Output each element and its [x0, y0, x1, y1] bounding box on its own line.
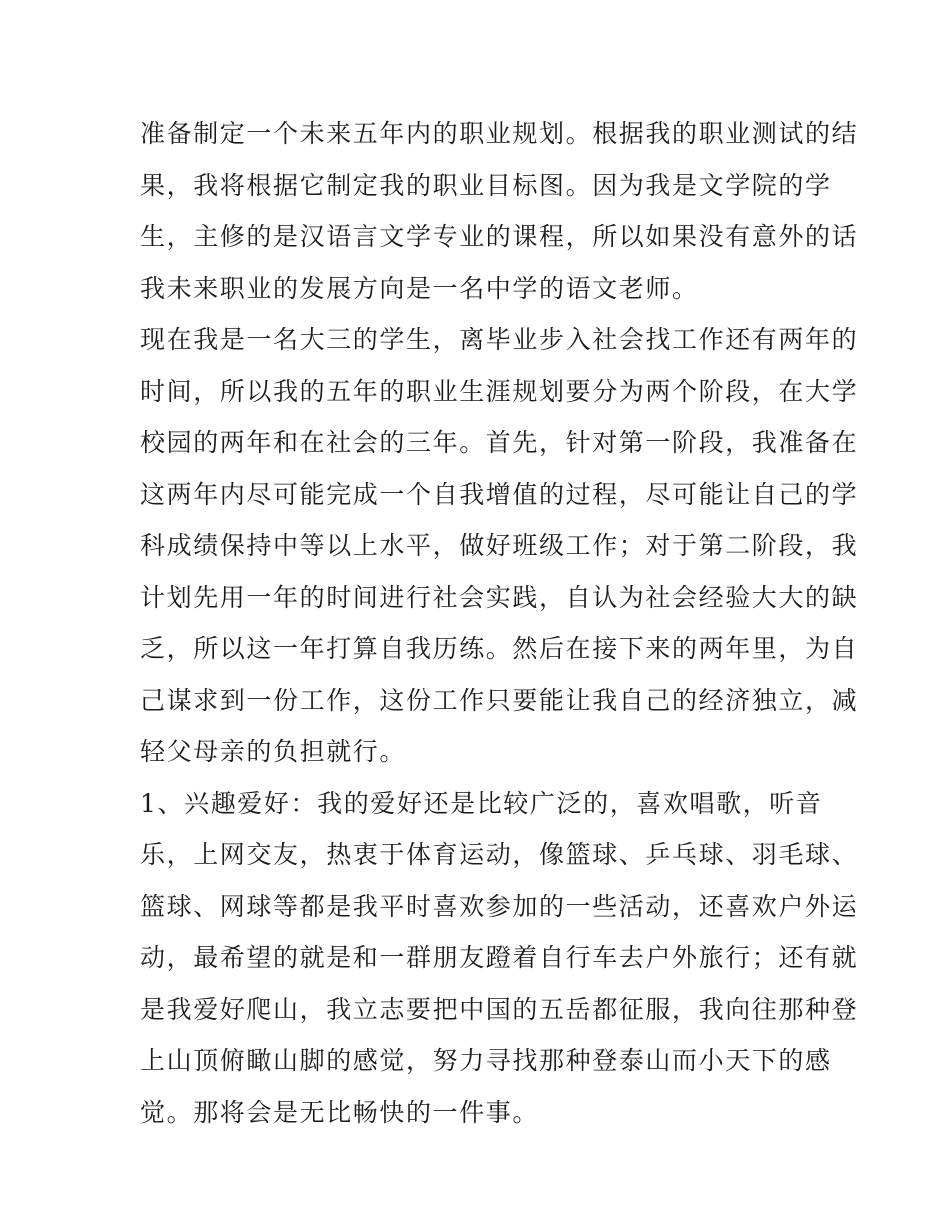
text-line: 是我爱好爬山，我立志要把中国的五岳都征服，我向往那种登 — [140, 994, 859, 1024]
text-line: 己谋求到一份工作，这份工作只要能让我自己的经济独立，减 — [140, 685, 859, 715]
paragraph-two-stages — [140, 314, 859, 778]
text-line: 这两年内尽可能完成一个自我增值的过程，尽可能让自己的学 — [140, 479, 859, 509]
text-line: 现在我是一名大三的学生，离毕业步入社会找工作还有两年的 — [140, 325, 859, 354]
text-line: 计划先用一年的时间进行社会实践，自认为社会经验大大的缺 — [140, 582, 859, 612]
text-line: 校园的两年和在社会的三年。首先，针对第一阶段，我准备在 — [140, 428, 859, 457]
text-line: 觉。那将会是无比畅快的一件事。 — [140, 1097, 540, 1127]
text-line: 生，主修的是汉语言文学专业的课程，所以如果没有意外的话 — [140, 222, 859, 251]
text-line: 我未来职业的发展方向是一名中学的语文老师。 — [140, 273, 699, 303]
paragraph-hobbies — [140, 778, 859, 1139]
text-line: 果，我将根据它制定我的职业目标图。因为我是文学院的学 — [140, 170, 832, 200]
text-line: 科成绩保持中等以上水平，做好班级工作；对于第二阶段，我 — [140, 531, 859, 560]
paragraph-career-plan-intro — [140, 108, 859, 314]
text-line: 乏，所以这一年打算自我历练。然后在接下来的两年里，为自 — [140, 634, 859, 663]
text-line: 时间，所以我的五年的职业生涯规划要分为两个阶段，在大学 — [140, 376, 859, 406]
text-line: 准备制定一个未来五年内的职业规划。根据我的职业测试的结 — [140, 119, 859, 148]
text-line: 1、兴趣爱好：我的爱好还是比较广泛的，喜欢唱歌，听音 — [140, 788, 823, 818]
text-line: 篮球、网球等都是我平时喜欢参加的一些活动，还喜欢户外运 — [140, 891, 859, 921]
text-line: 乐，上网交友，热衷于体育运动，像篮球、乒乓球、羽毛球、 — [140, 840, 859, 869]
document-body — [140, 108, 859, 1138]
text-line: 上山顶俯瞰山脚的感觉，努力寻找那种登泰山而小天下的感 — [140, 1046, 832, 1075]
text-line: 轻父母亲的负担就行。 — [140, 737, 407, 766]
text-line: 动，最希望的就是和一群朋友蹬着自行车去户外旅行；还有就 — [140, 943, 859, 972]
